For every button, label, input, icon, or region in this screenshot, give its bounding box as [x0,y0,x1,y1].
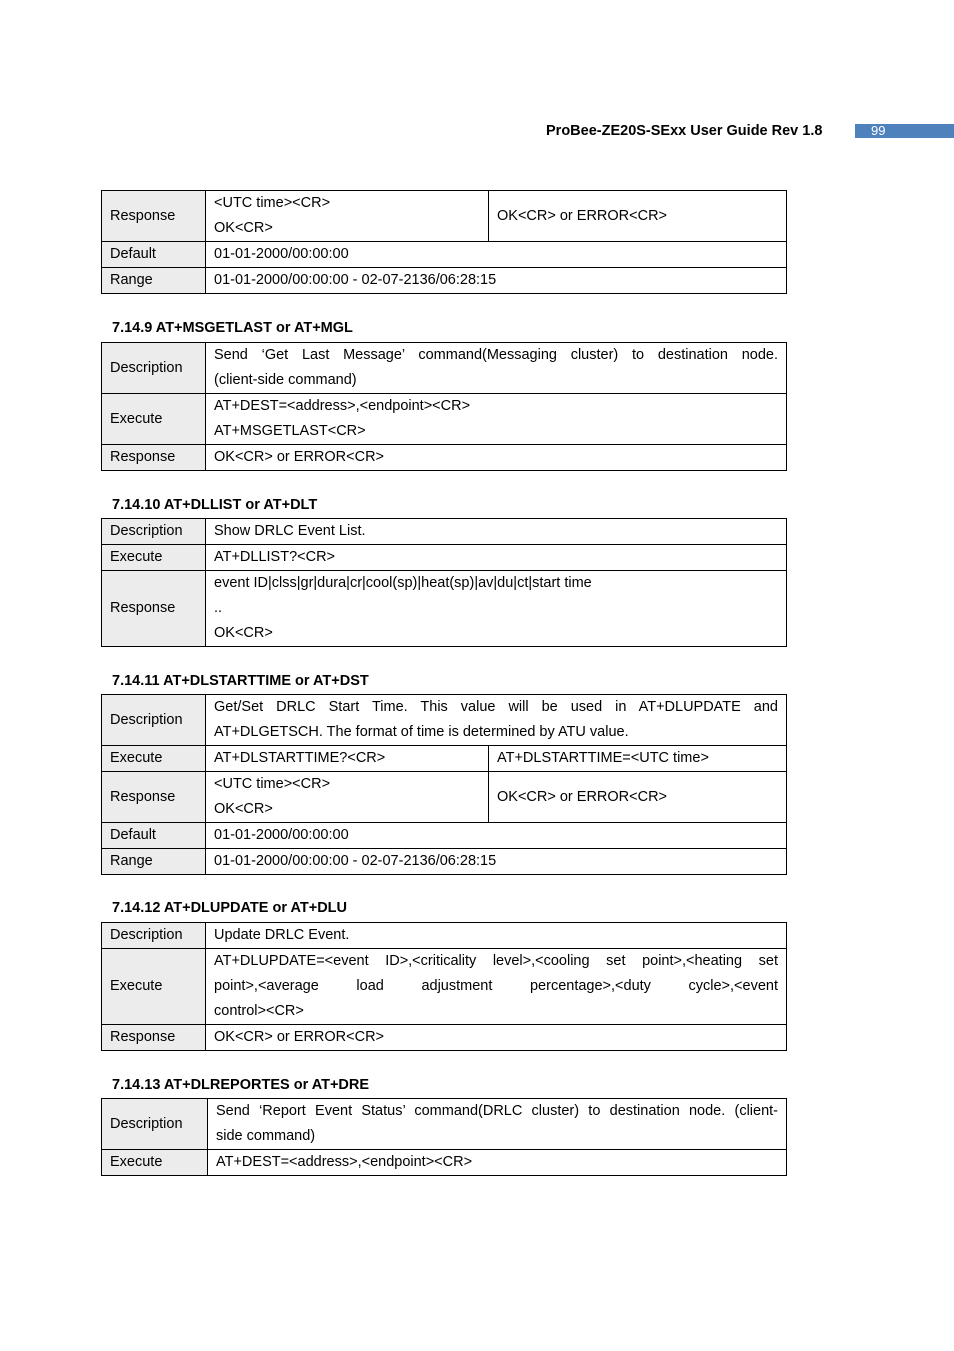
response-cell: OK<CR> or ERROR<CR> [206,1025,787,1051]
section-heading: 7.14.10 AT+DLLIST or AT+DLT [112,497,318,513]
response-cell [206,571,787,647]
table-row [102,445,787,471]
description-line: Send ‘Report Event Status’ command(DRLC cluster) to destination node. (client- [216,1103,778,1119]
row-label: Description [102,343,206,394]
table-row [102,695,787,746]
range-value: 01-01-2000/00:00:00 - 02-07-2136/06:28:15 [206,268,787,294]
execute-line: AT+DEST=<address>,<endpoint><CR> [214,398,471,414]
response-get-cell [206,191,489,242]
section-heading: 7.14.13 AT+DLREPORTES or AT+DRE [112,1077,370,1093]
table-row [102,519,787,545]
description-line: AT+DLGETSCH. The format of time is determined by ATU value. [214,724,629,740]
row-label: Description [102,1099,208,1150]
table-row [102,1025,787,1051]
row-label: Default [102,242,206,268]
table-row [102,545,787,571]
description-cell [206,695,787,746]
execute-line: control><CR> [214,1003,304,1019]
table-row [102,1150,787,1176]
response-set-cell: OK<CR> or ERROR<CR> [489,772,787,823]
execute-cell: AT+DLLIST?<CR> [206,545,787,571]
table-row [102,242,787,268]
row-label: Execute [102,545,206,571]
section-heading: 7.14.11 AT+DLSTARTTIME or AT+DST [112,673,369,689]
execute-cell [206,394,787,445]
row-label: Description [102,695,206,746]
row-label: Response [102,772,206,823]
response-get-cell [206,772,489,823]
description-cell: Show DRLC Event List. [206,519,787,545]
response-line: <UTC time><CR> [214,776,331,792]
row-label: Response [102,571,206,647]
table-row [102,394,787,445]
execute-line: AT+MSGETLAST<CR> [214,423,366,439]
page-number: 99 [855,124,954,138]
description-line: side command) [216,1128,316,1144]
table-dlupdate [101,922,787,1051]
table-datetime-continued [101,190,787,294]
table-dlstarttime [101,694,787,875]
description-cell [208,1099,787,1150]
default-value: 01-01-2000/00:00:00 [206,242,787,268]
table-row [102,268,787,294]
table-row [102,923,787,949]
table-row [102,571,787,647]
description-line: (client-side command) [214,372,357,388]
response-line: OK<CR> [214,220,273,236]
row-label: Range [102,849,206,875]
row-label: Execute [102,1150,208,1176]
default-value: 01-01-2000/00:00:00 [206,823,787,849]
description-line: Send ‘Get Last Message’ command(Messaging cluster) to destination node. [214,347,778,363]
table-row [102,343,787,394]
row-label: Execute [102,949,206,1025]
row-label: Response [102,1025,206,1051]
execute-cell: AT+DEST=<address>,<endpoint><CR> [208,1150,787,1176]
table-msgetlast [101,342,787,471]
row-label: Response [102,445,206,471]
table-row [102,1099,787,1150]
response-line: <UTC time><CR> [214,195,331,211]
table-row [102,772,787,823]
row-label: Default [102,823,206,849]
execute-line: AT+DLUPDATE=<event ID>,<criticality level>,<cooling set point>,<heating set [214,953,778,969]
document-title: ProBee-ZE20S-SExx User Guide Rev 1.8 [546,123,823,139]
response-line: .. [214,600,223,616]
execute-set-cell: AT+DLSTARTTIME=<UTC time> [489,746,787,772]
table-row [102,191,787,242]
execute-line: point>,<average load adjustment percentage>,<duty cycle>,<event [214,978,778,994]
section-heading: 7.14.9 AT+MSGETLAST or AT+MGL [112,320,353,336]
execute-cell [206,949,787,1025]
description-line: Get/Set DRLC Start Time. This value will be used in AT+DLUPDATE and [214,699,778,715]
response-line: event ID|clss|gr|dura|cr|cool(sp)|heat(sp)|av|du|ct|start time [214,575,592,591]
section-heading: 7.14.12 AT+DLUPDATE or AT+DLU [112,900,347,916]
table-row [102,949,787,1025]
row-label: Response [102,191,206,242]
row-label: Range [102,268,206,294]
description-cell: Update DRLC Event. [206,923,787,949]
response-set-cell: OK<CR> or ERROR<CR> [489,191,787,242]
row-label: Description [102,519,206,545]
row-label: Execute [102,394,206,445]
table-row [102,746,787,772]
response-line: OK<CR> [214,801,273,817]
description-cell [206,343,787,394]
table-dlreportes [101,1098,787,1176]
response-cell: OK<CR> or ERROR<CR> [206,445,787,471]
row-label: Description [102,923,206,949]
table-dllist [101,518,787,647]
execute-get-cell: AT+DLSTARTTIME?<CR> [206,746,489,772]
response-line: OK<CR> [214,625,273,641]
row-label: Execute [102,746,206,772]
table-row [102,823,787,849]
range-value: 01-01-2000/00:00:00 - 02-07-2136/06:28:15 [206,849,787,875]
table-row [102,849,787,875]
